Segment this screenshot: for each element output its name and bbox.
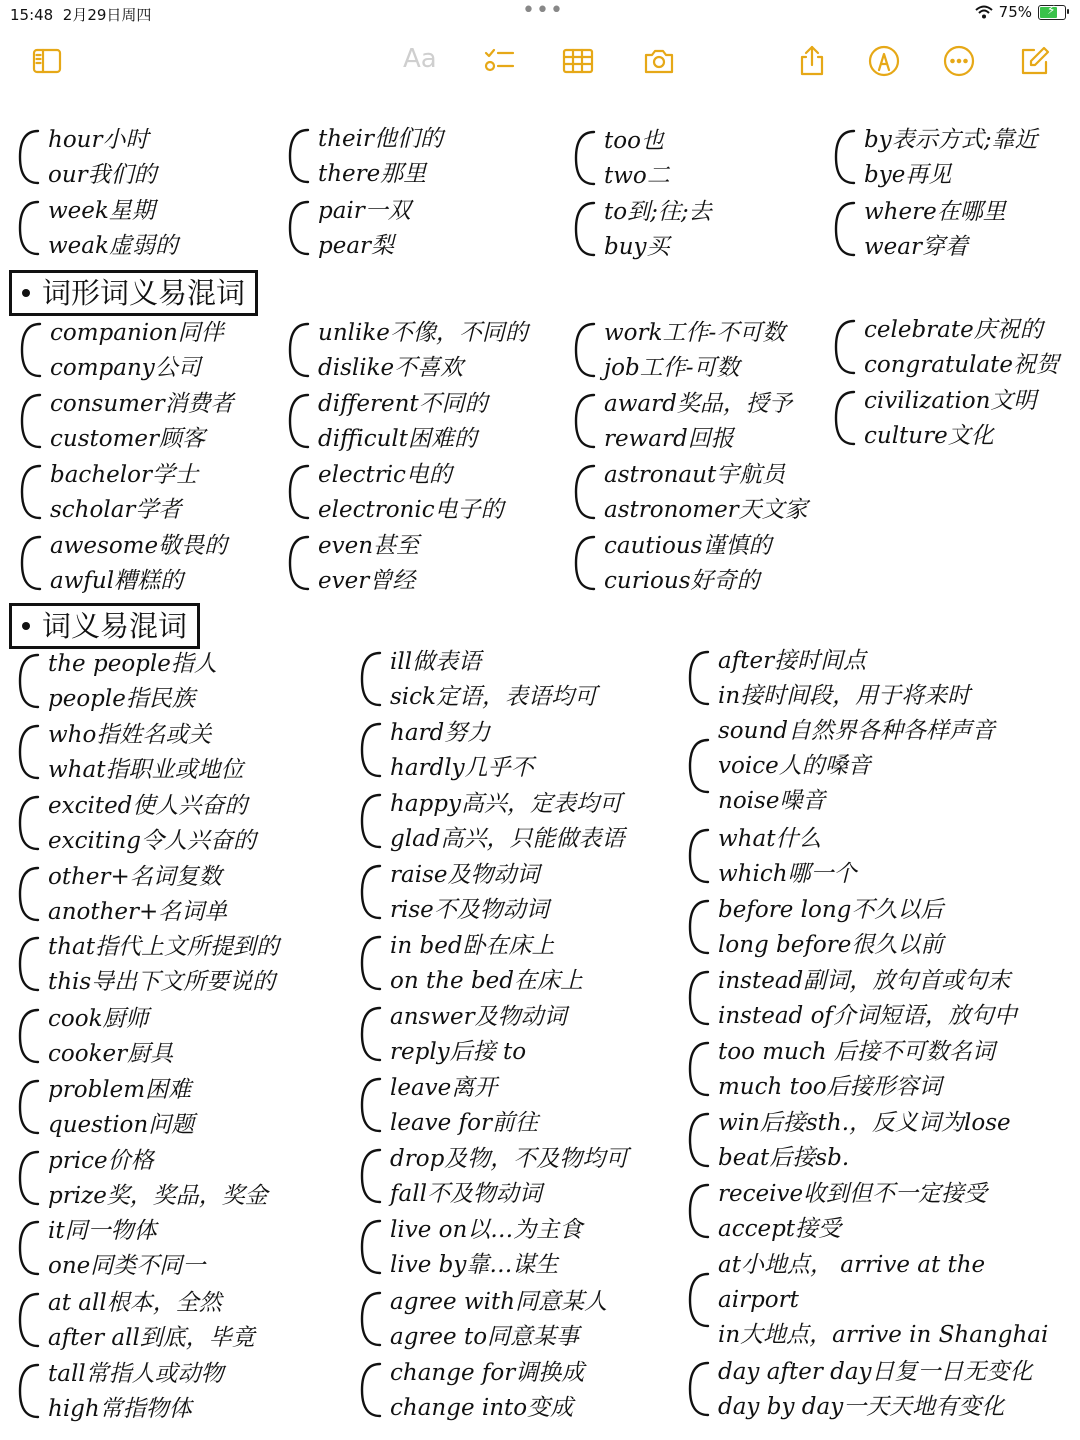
brace-icon	[18, 462, 42, 522]
brace-icon	[832, 317, 856, 377]
brace-icon	[16, 1077, 40, 1137]
word-line: in接时间段，用于将来时	[718, 683, 971, 709]
word-line: our我们的	[48, 162, 157, 188]
brace-icon	[358, 1146, 382, 1206]
brace-icon	[286, 391, 310, 451]
section-title: 词义易混词	[42, 609, 188, 643]
word-line: agree with同意某人	[390, 1289, 608, 1315]
word-line: reply后接 to	[390, 1039, 527, 1065]
word-line: to到;往;去	[604, 199, 712, 225]
word-line: work工作-不可数	[604, 320, 786, 346]
table-icon[interactable]	[559, 42, 597, 80]
word-line: unlike不像，不同的	[318, 320, 528, 346]
brace-icon	[16, 1148, 40, 1208]
word-line: consumer消费者	[50, 391, 234, 417]
word-line: cooker厨具	[48, 1041, 174, 1067]
brace-icon	[832, 199, 856, 259]
word-line: wear穿着	[864, 234, 969, 260]
share-icon[interactable]	[793, 42, 831, 80]
word-line: beat后接sb.	[718, 1145, 850, 1171]
brace-icon	[572, 199, 596, 259]
section-title: 词形词义易混词	[42, 276, 246, 310]
word-line: live by靠…谋生	[390, 1252, 559, 1278]
word-line: happy高兴，定表均可	[390, 791, 622, 817]
word-line: bachelor学士	[50, 462, 198, 488]
word-line: dislike不喜欢	[318, 355, 464, 381]
word-line: ill做表语	[390, 649, 482, 675]
word-line: win后接sth.，反义词为lose	[718, 1110, 1011, 1136]
brace-icon	[572, 320, 596, 380]
word-line: fall不及物动词	[390, 1181, 542, 1207]
word-line: instead副词，放句首或句末	[718, 968, 1011, 994]
word-line: day after day日复一日无变化	[718, 1359, 1033, 1385]
word-line: another+名词单	[48, 899, 228, 925]
brace-icon	[572, 391, 596, 451]
bullet-icon	[22, 622, 30, 630]
brace-icon	[16, 793, 40, 853]
word-line: week星期	[48, 198, 155, 224]
word-line: this导出下文所要说的	[48, 969, 276, 995]
brace-icon	[358, 720, 382, 780]
word-line: celebrate庆祝的	[864, 317, 1043, 343]
status-bar	[0, 0, 1080, 28]
word-line: cautious谨慎的	[604, 533, 772, 559]
word-line: two二	[604, 163, 670, 189]
word-line: that指代上文所提到的	[48, 934, 280, 960]
brace-icon	[686, 826, 710, 886]
brace-icon	[686, 1359, 710, 1419]
word-line: the people指人	[48, 651, 217, 677]
word-line: awesome敬畏的	[50, 533, 228, 559]
brace-icon	[16, 1006, 40, 1066]
brace-icon	[286, 320, 310, 380]
word-line: excited使人兴奋的	[48, 793, 248, 819]
word-line: job工作-可数	[604, 355, 740, 381]
charging-bolt-icon: ⚡	[1047, 2, 1056, 17]
word-line: sound自然界各种各样声音	[718, 718, 995, 744]
word-line: receive收到但不一定接受	[718, 1181, 988, 1207]
word-line: day by day一天天地有变化	[718, 1394, 1005, 1420]
brace-icon	[358, 1075, 382, 1135]
brace-icon	[686, 1181, 710, 1241]
word-line: which哪一个	[718, 861, 857, 887]
brace-icon	[358, 1360, 382, 1420]
brace-icon	[16, 127, 40, 187]
brace-icon	[286, 198, 310, 258]
word-line: leave for前往	[390, 1110, 538, 1136]
word-line: difficult困难的	[318, 426, 478, 452]
word-line: people指民族	[48, 686, 195, 712]
brace-icon	[358, 1217, 382, 1277]
word-line: astronaut宇航员	[604, 462, 786, 488]
word-line: agree to同意某事	[390, 1324, 580, 1350]
word-line: prize奖，奖品，奖金	[48, 1183, 268, 1209]
word-line: change into变成	[390, 1395, 574, 1421]
checklist-icon[interactable]	[480, 42, 518, 80]
more-icon[interactable]	[940, 42, 978, 80]
word-line: voice人的嗓音	[718, 753, 871, 779]
brace-icon	[16, 864, 40, 924]
word-line: where在哪里	[864, 199, 1006, 225]
word-line: electric电的	[318, 462, 452, 488]
word-line: raise及物动词	[390, 862, 540, 888]
multitasking-dots-icon[interactable]: •••	[522, 0, 564, 23]
word-line: who指姓名或关	[48, 722, 212, 748]
word-line: pear梨	[318, 233, 395, 259]
compose-icon[interactable]	[1016, 42, 1054, 80]
brace-icon	[686, 1039, 710, 1099]
word-line: hard努力	[390, 720, 491, 746]
status-date: 2月29日周四	[62, 6, 152, 24]
word-line: after接时间点	[718, 648, 867, 674]
brace-icon	[832, 127, 856, 187]
brace-icon	[286, 533, 310, 593]
brace-icon	[18, 533, 42, 593]
word-line: different不同的	[318, 391, 488, 417]
brace-icon	[358, 933, 382, 993]
brace-icon	[358, 1289, 382, 1349]
word-line: by表示方式;靠近	[864, 127, 1038, 153]
word-line: exciting令人兴奋的	[48, 828, 256, 854]
word-line: curious好奇的	[604, 568, 760, 594]
word-line: live on以…为主食	[390, 1217, 583, 1243]
brace-icon	[16, 198, 40, 258]
word-line: congratulate祝贺	[864, 352, 1059, 378]
word-line: astronomer天文家	[604, 497, 808, 523]
brace-icon	[686, 648, 710, 708]
word-line: too也	[604, 128, 664, 154]
section-header-form-meaning	[9, 270, 258, 316]
word-line: civilization文明	[864, 388, 1037, 414]
brace-icon	[18, 320, 42, 380]
word-line: at all根本，全然	[48, 1290, 222, 1316]
brace-icon	[16, 651, 40, 711]
word-line: accept接受	[718, 1216, 842, 1242]
word-line: airport	[718, 1287, 799, 1313]
word-line: leave离开	[390, 1075, 498, 1101]
word-line: even甚至	[318, 533, 420, 559]
brace-icon	[572, 128, 596, 188]
brace-icon	[686, 897, 710, 957]
brace-icon	[832, 388, 856, 448]
word-line: instead of介词短语，放句中	[718, 1003, 1017, 1029]
word-line: sick定语，表语均可	[390, 684, 597, 710]
word-line: electronic电子的	[318, 497, 504, 523]
battery-icon	[1038, 2, 1066, 20]
word-line: problem困难	[48, 1077, 192, 1103]
word-line: question问题	[48, 1112, 195, 1138]
word-line: hour小时	[48, 127, 149, 153]
word-line: there那里	[318, 161, 427, 187]
brace-icon	[686, 968, 710, 1028]
word-line: answer及物动词	[390, 1004, 567, 1030]
brace-icon	[16, 1290, 40, 1350]
word-line: hardly几乎不	[390, 755, 534, 781]
markup-pen-icon[interactable]	[865, 42, 903, 80]
word-line: culture文化	[864, 423, 994, 449]
word-line: after all到底，毕竟	[48, 1325, 255, 1351]
word-line: it同一物体	[48, 1218, 157, 1244]
status-right	[975, 3, 1066, 21]
battery-percent: 75%	[998, 3, 1032, 21]
brace-icon	[16, 722, 40, 782]
word-line: ever曾经	[318, 568, 416, 594]
word-line: their他们的	[318, 126, 444, 152]
word-line: much too后接形容词	[718, 1074, 942, 1100]
word-line: rise不及物动词	[390, 897, 549, 923]
word-line: before long不久以后	[718, 897, 944, 923]
word-line: in bed卧在床上	[390, 933, 555, 959]
brace-icon	[18, 391, 42, 451]
word-line: in大地点，arrive in Shanghai	[718, 1322, 1049, 1348]
brace-icon	[16, 1361, 40, 1421]
brace-icon	[572, 533, 596, 593]
status-time-date	[10, 4, 151, 25]
brace-icon	[16, 1218, 40, 1278]
brace-icon	[286, 462, 310, 522]
brace-icon	[358, 862, 382, 922]
word-line: scholar学者	[50, 497, 182, 523]
word-line: at小地点， arrive at the	[718, 1252, 986, 1278]
word-line: one同类不同一	[48, 1253, 206, 1279]
word-line: drop及物，不及物均可	[390, 1146, 629, 1172]
brace-icon	[358, 649, 382, 709]
word-line: on the bed在床上	[390, 968, 584, 994]
word-line: award奖品，授予	[604, 391, 792, 417]
brace-icon	[16, 934, 40, 994]
word-line: tall常指人或动物	[48, 1361, 224, 1387]
word-line: bye再见	[864, 162, 952, 188]
brace-icon	[358, 1004, 382, 1064]
word-line: high常指物体	[48, 1396, 192, 1422]
brace-icon	[358, 791, 382, 851]
word-line: noise噪音	[718, 788, 826, 814]
word-line: what什么	[718, 826, 822, 852]
sidebar-icon[interactable]	[28, 42, 66, 80]
brace-icon	[686, 1110, 710, 1170]
wifi-icon	[975, 5, 993, 19]
word-line: cook厨师	[48, 1006, 149, 1032]
brace-icon	[686, 718, 710, 814]
brace-icon	[286, 126, 310, 186]
camera-icon[interactable]	[640, 42, 678, 80]
word-line: price价格	[48, 1148, 154, 1174]
section-header-meaning	[9, 603, 200, 649]
text-format-icon[interactable]: Aa	[403, 44, 437, 74]
word-line: too much 后接不可数名词	[718, 1039, 995, 1065]
word-line: customer顾客	[50, 426, 206, 452]
word-line: awful糟糕的	[50, 568, 184, 594]
word-line: company公司	[50, 355, 201, 381]
word-line: reward回报	[604, 426, 734, 452]
word-line: pair一双	[318, 198, 411, 224]
brace-icon	[686, 1252, 710, 1348]
word-line: what指职业或地位	[48, 757, 244, 783]
brace-icon	[572, 462, 596, 522]
word-line: change for调换成	[390, 1360, 585, 1386]
word-line: companion同伴	[50, 320, 224, 346]
bullet-icon	[22, 289, 30, 297]
word-line: weak虚弱的	[48, 233, 178, 259]
word-line: long before很久以前	[718, 932, 944, 958]
status-time: 15:48	[10, 6, 54, 24]
word-line: buy买	[604, 234, 670, 260]
word-line: glad高兴，只能做表语	[390, 826, 625, 852]
word-line: other+名词复数	[48, 864, 222, 890]
